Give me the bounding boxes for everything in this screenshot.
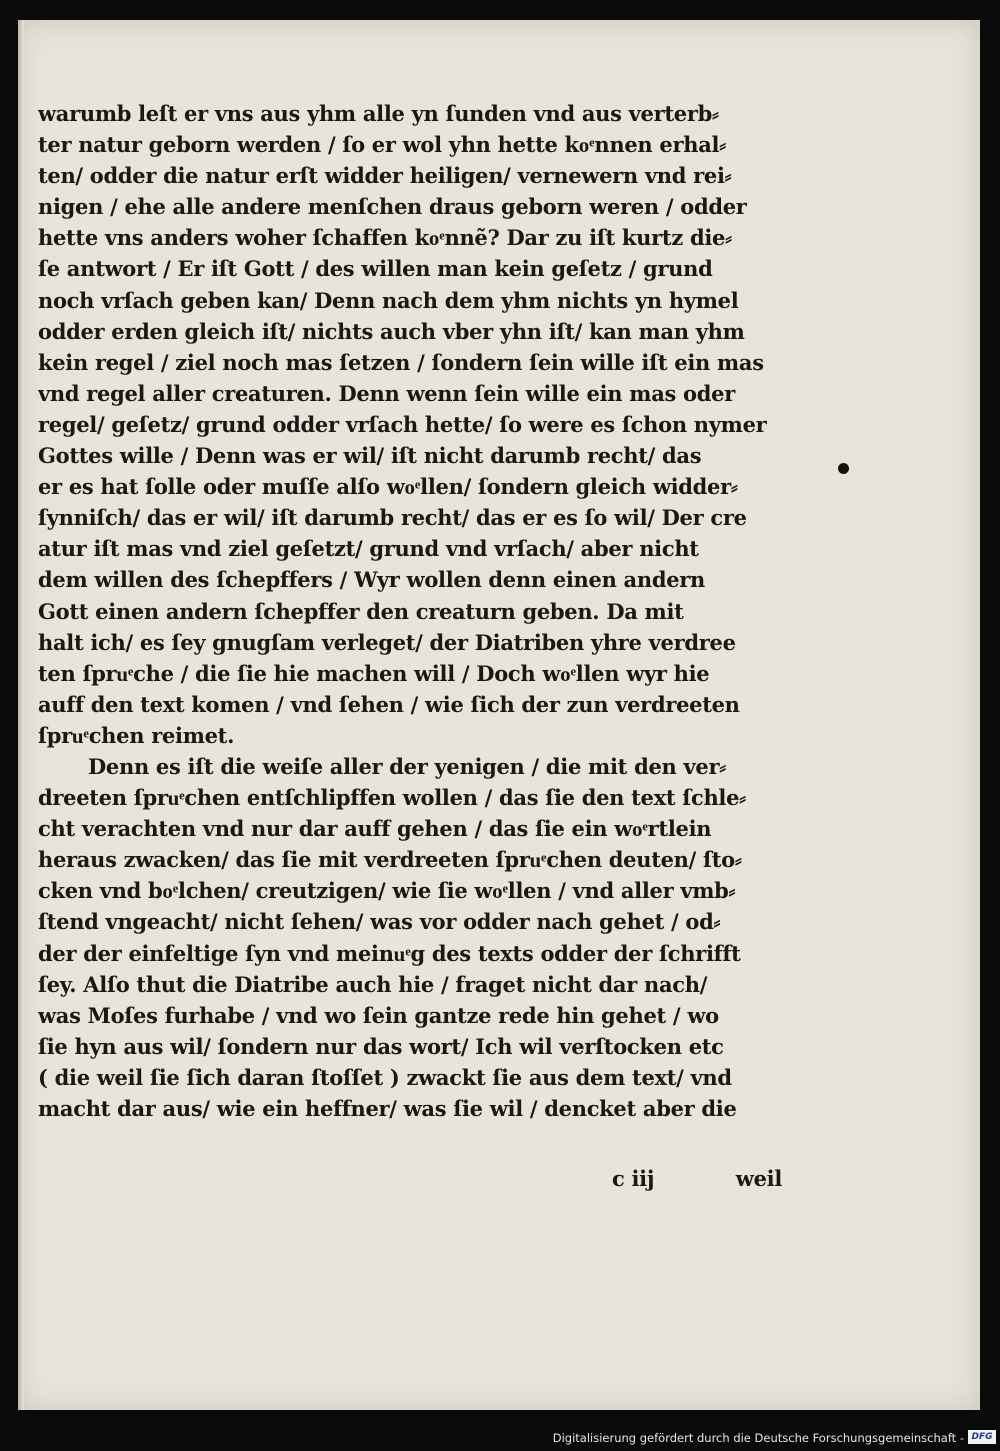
catchword: weil — [735, 1166, 782, 1191]
text-line: nigen / ehe alle andere menſchen draus geborn weren / odder — [38, 194, 747, 220]
text-line: vnd regel aller creaturen. Denn wenn ſein wille ein mas oder — [38, 380, 735, 406]
signature-mark: c iij — [612, 1166, 655, 1191]
margin-dot-mark — [838, 463, 849, 474]
text-line: ter natur geborn werden / ſo er wol yhn hette koͤnnen erhal⸗ — [38, 132, 726, 158]
page-gutter-edge — [18, 20, 24, 1410]
text-line: er es hat ſolle oder muſſe alſo woͤllen/ ſondern gleich widder⸗ — [38, 474, 738, 500]
text-line: dreeten ſpruͤchen entſchlipffen wollen / das ſie den text ſchle⸗ — [38, 785, 746, 811]
text-line: atur iſt mas vnd ziel geſetzt/ grund vnd vrſach/ aber nicht — [38, 536, 699, 562]
footer-bar — [0, 1425, 1000, 1451]
text-line: ſey. Alſo thut die Diatribe auch hie / fraget nicht dar nach/ — [38, 971, 708, 997]
text-line: ſynniſch/ das er wil/ iſt darumb recht/ das er es ſo wil/ Der cre — [38, 505, 747, 531]
text-line: ſie hyn aus wil/ ſondern nur das wort/ Ich wil verſtocken etc — [38, 1033, 724, 1059]
text-line: hette vns anders woher ſchaffen koͤnnẽ? Dar zu iſt kurtz die⸗ — [38, 225, 732, 251]
text-line: ten/ odder die natur erſt widder heiligen/ vernewern vnd rei⸗ — [38, 163, 732, 189]
text-line: ſpruͤchen reimet. — [38, 722, 235, 748]
text-line: ( die weil ſie ſich daran ſtoſſet ) zwackt ſie aus dem text/ vnd — [38, 1064, 732, 1090]
text-line: der der einfeltige ſyn vnd meinuͤg des texts odder der ſchrifft — [38, 940, 741, 966]
book-page — [18, 20, 980, 1410]
text-line: halt ich/ es ſey gnugſam verleget/ der Diatriben yhre verdree — [38, 629, 736, 655]
text-line: cken vnd boͤlchen/ creutzigen/ wie ſie woͤllen / vnd aller vmb⸗ — [38, 878, 736, 904]
text-line: Gott einen andern ſchepffer den creaturn geben. Da mit — [38, 598, 684, 624]
text-line: noch vrſach geben kan/ Denn nach dem yhm nichts yn hymel — [38, 287, 739, 313]
text-line: kein regel / ziel noch mas ſetzen / ſondern ſein wille iſt ein mas — [38, 349, 764, 375]
text-line: macht dar aus/ wie ein heffner/ was ſie wil / dencket aber die — [38, 1096, 737, 1121]
text-line: regel/ geſetz/ grund odder vrſach hette/ ſo were es ſchon nymer — [38, 411, 767, 437]
dfg-logo: DFG — [968, 1430, 996, 1444]
text-line: heraus zwacken/ das ſie mit verdreeten ſpruͤchen deuten/ ſto⸗ — [38, 847, 742, 873]
page-footer-line — [38, 1163, 790, 1195]
text-line: odder erden gleich iſt/ nichts auch vber yhn iſt/ kan man yhm — [38, 318, 745, 344]
text-block — [38, 98, 790, 1191]
footer-credit: Digitalisierung gefördert durch die Deutsche Forschungsgemeinschaft - — [552, 1431, 964, 1445]
text-line: Gottes wille / Denn was er wil/ iſt nicht darumb recht/ das — [38, 443, 702, 469]
text-line: dem willen des ſchepffers / Wyr wollen denn einen andern — [38, 567, 706, 593]
text-line: ſtend vngeacht/ nicht ſehen/ was vor odder nach gehet / od⸗ — [38, 909, 721, 935]
text-line: was Moſes furhabe / vnd wo ſein gantze rede hin gehet / wo — [38, 1002, 719, 1028]
text-line: ſe antwort / Er iſt Gott / des willen man kein geſetz / grund — [38, 256, 713, 282]
paragraph-start-line: Denn es iſt die weiſe aller der yenigen / die mit den ver⸗ — [88, 753, 726, 779]
text-line: ten ſpruͤche / die ſie hie machen will / Doch woͤllen wyr hie — [38, 660, 710, 686]
text-line: warumb leſt er vns aus yhm alle yn ſunden vnd aus verterb⸗ — [38, 101, 719, 126]
text-line: cht verachten vnd nur dar auff gehen / das ſie ein woͤrtlein — [38, 816, 712, 842]
text-line: auff den text komen / vnd ſehen / wie ſich der zun verdreeten — [38, 691, 740, 717]
